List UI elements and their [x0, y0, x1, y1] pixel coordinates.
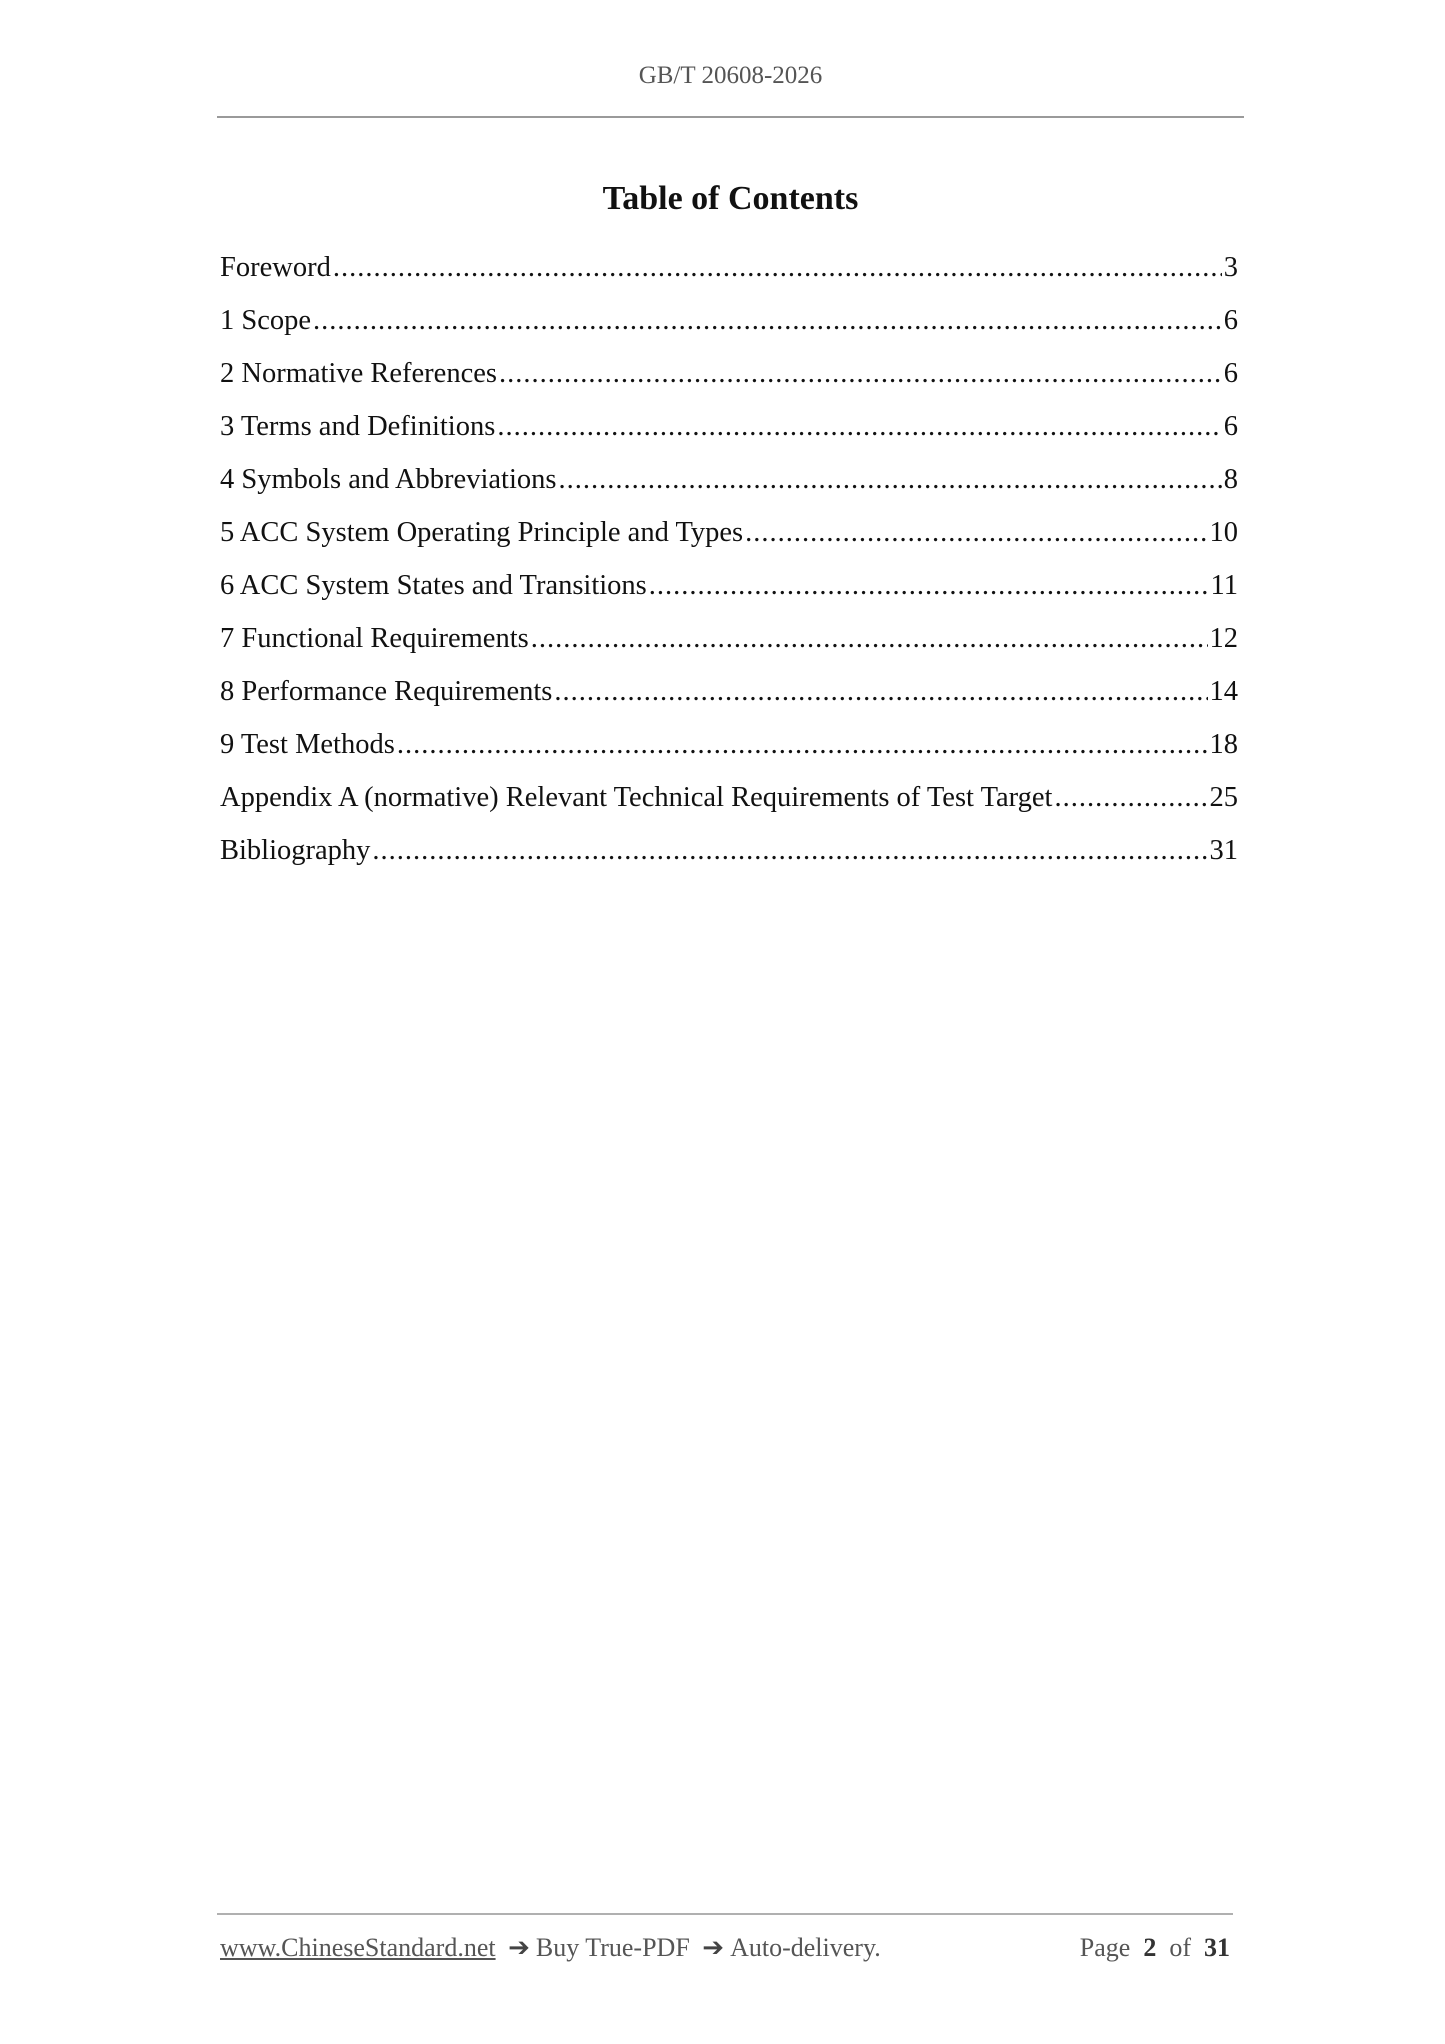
page-current: 2 — [1143, 1933, 1157, 1962]
toc-entry-page: 10 — [1209, 517, 1238, 548]
toc-entry-page: 12 — [1209, 623, 1238, 654]
toc-entry-page: 6 — [1223, 358, 1238, 389]
toc-leader-dots — [649, 570, 1209, 602]
footer-promo — [220, 1933, 881, 1963]
site-link[interactable]: www.ChineseStandard.net — [220, 1933, 496, 1962]
toc-entry-label: Bibliography — [220, 835, 371, 866]
toc-entry-page: 3 — [1223, 252, 1238, 283]
toc-entry-page: 18 — [1209, 729, 1238, 760]
toc-leader-dots — [497, 411, 1221, 443]
toc-entry-page: 31 — [1209, 835, 1238, 866]
toc-entry-test-methods[interactable] — [220, 729, 1238, 782]
toc-leader-dots — [745, 517, 1207, 549]
auto-delivery-text: Auto-delivery. — [730, 1933, 881, 1962]
toc-entry-page: 25 — [1209, 782, 1238, 813]
toc-entry-symbols-abbreviations[interactable] — [220, 464, 1238, 517]
toc-leader-dots — [554, 676, 1207, 708]
of-word: of — [1169, 1933, 1191, 1962]
arrow-right-icon: ➔ — [702, 1933, 725, 1962]
toc-entry-acc-states-transitions[interactable] — [220, 570, 1238, 623]
toc-leader-dots — [531, 623, 1208, 655]
toc-entry-label: 5 ACC System Operating Principle and Types — [220, 517, 744, 548]
toc-entry-label: 6 ACC System States and Transitions — [220, 570, 647, 601]
toc-entry-performance-requirements[interactable] — [220, 676, 1238, 729]
toc-list — [220, 252, 1238, 888]
toc-entry-label: 1 Scope — [220, 305, 312, 336]
toc-entry-appendix-a[interactable] — [220, 782, 1238, 835]
page-total: 31 — [1204, 1933, 1230, 1962]
header-divider — [217, 116, 1244, 118]
toc-entry-page: 14 — [1209, 676, 1238, 707]
footer-divider — [217, 1913, 1233, 1915]
toc-entry-page: 6 — [1223, 411, 1238, 442]
toc-leader-dots — [1054, 782, 1207, 814]
arrow-right-icon: ➔ — [508, 1933, 530, 1962]
toc-entry-functional-requirements[interactable] — [220, 623, 1238, 676]
toc-leader-dots — [499, 358, 1222, 390]
toc-leader-dots — [372, 835, 1207, 867]
toc-entry-label: Foreword — [220, 252, 331, 283]
toc-title: Table of Contents — [602, 180, 859, 217]
toc-leader-dots — [333, 252, 1222, 284]
buy-true-pdf-text: Buy True-PDF — [535, 1933, 690, 1962]
toc-entry-label: 2 Normative References — [220, 358, 497, 389]
toc-entry-page: 11 — [1210, 570, 1238, 601]
page-header: GB/T 20608-2026 — [638, 62, 823, 89]
page-counter — [1080, 1933, 1230, 1963]
page-footer — [220, 1933, 1230, 1963]
toc-entry-page: 6 — [1223, 305, 1238, 336]
toc-entry-label: 9 Test Methods — [220, 729, 395, 760]
toc-entry-label: Appendix A (normative) Relevant Technical Requirements of Test Target — [220, 782, 1053, 813]
toc-entry-bibliography[interactable] — [220, 835, 1238, 888]
toc-leader-dots — [397, 729, 1208, 761]
toc-entry-normative-references[interactable] — [220, 358, 1238, 411]
toc-entry-label: 8 Performance Requirements — [220, 676, 553, 707]
toc-entry-terms-definitions[interactable] — [220, 411, 1238, 464]
toc-entry-label: 3 Terms and Definitions — [220, 411, 496, 442]
toc-entry-label: 7 Functional Requirements — [220, 623, 529, 654]
toc-leader-dots — [558, 464, 1221, 496]
toc-entry-scope[interactable] — [220, 305, 1238, 358]
toc-entry-acc-principle-types[interactable] — [220, 517, 1238, 570]
toc-entry-label: 4 Symbols and Abbreviations — [220, 464, 557, 495]
toc-entry-foreword[interactable] — [220, 252, 1238, 305]
page-word: Page — [1079, 1933, 1131, 1962]
toc-entry-page: 8 — [1223, 464, 1238, 495]
toc-leader-dots — [313, 305, 1222, 337]
